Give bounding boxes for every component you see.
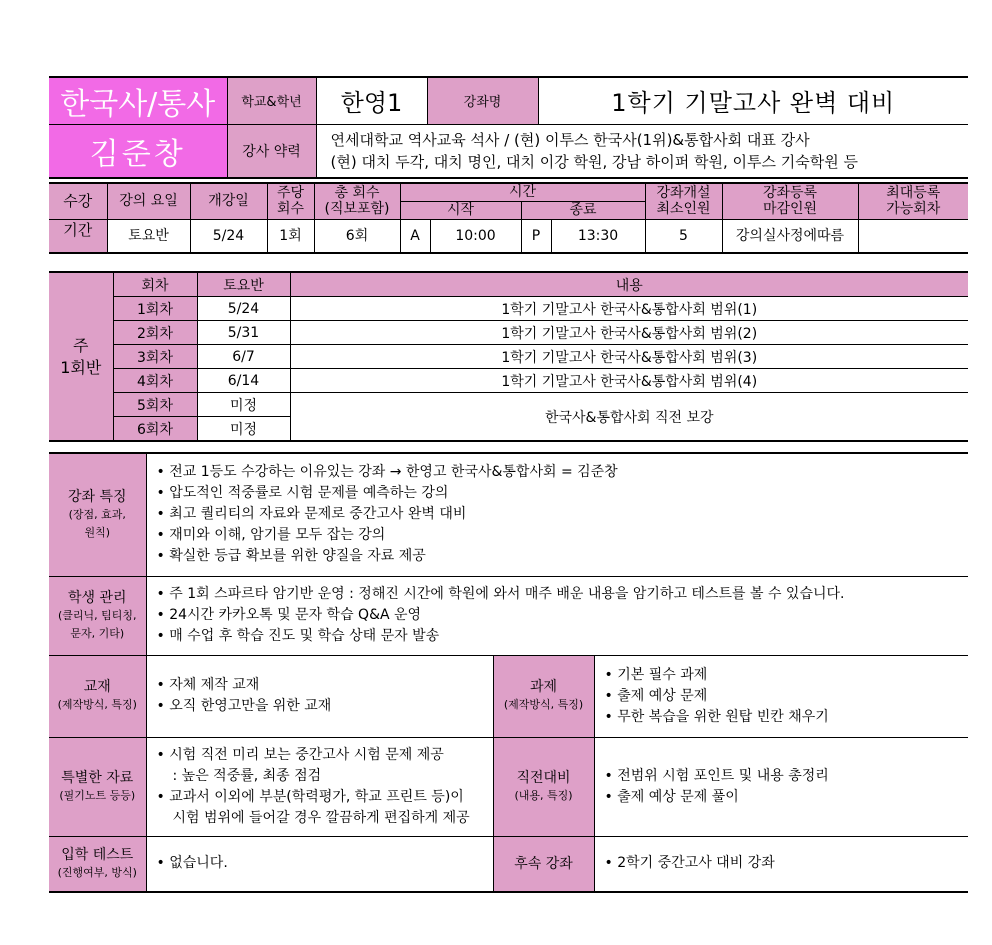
features-label-sub2: 원칙) (84, 525, 111, 539)
content-cell: 1학기 기말고사 한국사&통합사회 범위(1) (290, 297, 968, 321)
content-cell: 1학기 기말고사 한국사&통합사회 범위(2) (290, 321, 968, 345)
list-item: • 오직 한영고만을 위한 교재 (157, 696, 487, 717)
textbook-list (146, 655, 493, 737)
list-item: • 24시간 카카오톡 및 문자 학습 Q&A 운영 (157, 605, 963, 626)
special-label-main: 특별한 자료 (61, 769, 134, 786)
value-min-students: 5 (645, 219, 722, 253)
period-label-2: 기간 (49, 219, 107, 253)
school-grade-label: 학교&학년 (227, 77, 316, 124)
final-prep-list (594, 737, 968, 836)
value-max-sessions (858, 219, 968, 253)
session-cell: 2회차 (113, 321, 197, 345)
management-list (146, 576, 968, 655)
header-start-date: 개강일 (190, 183, 267, 219)
course-info-table (49, 452, 968, 893)
header-time-start: 시작 (400, 201, 521, 219)
header-day: 강의 요일 (107, 183, 190, 219)
session-cell: 3회차 (113, 345, 197, 369)
value-day: 토요반 (107, 219, 190, 253)
header-max-sessions-l1: 최대등록 (886, 185, 941, 202)
follow-up-list (594, 836, 968, 892)
session-cell: 4회차 (113, 369, 197, 393)
list-item: • 시험 직전 미리 보는 중간고사 시험 문제 제공 (157, 745, 487, 766)
follow-up-label-main: 후속 강좌 (514, 855, 573, 872)
homework-label-main: 과제 (529, 679, 558, 695)
final-prep-label (493, 737, 594, 836)
textbook-label-main: 교재 (83, 679, 111, 695)
weekly-header-session: 회차 (113, 272, 197, 297)
list-item: • 압도적인 적중률로 시험 문제를 예측하는 강의 (157, 483, 963, 504)
weekly-label-l1: 주 (73, 335, 89, 355)
header-reg-deadline-l1: 강좌등록 (762, 185, 818, 202)
list-item: • 교과서 이외에 부분(학력평가, 학교 프린트 등)이 (157, 787, 487, 808)
header-weekly-count-l2: 회수 (276, 201, 305, 218)
career-text (316, 124, 968, 178)
header-weekly-count (267, 183, 314, 219)
list-item: • 출제 예상 문제 풀이 (605, 787, 963, 808)
list-item: • 전범위 시험 포인트 및 내용 총정리 (605, 766, 963, 787)
course-header-table (49, 76, 968, 179)
value-reg-deadline: 강의실사정에따름 (722, 219, 858, 253)
header-min-students (645, 183, 722, 219)
list-item: • 매 수업 후 학습 진도 및 학습 상태 문자 발송 (157, 626, 963, 647)
date-cell: 5/31 (197, 321, 290, 345)
features-list (146, 453, 968, 576)
content-cell: 한국사&통합사회 직전 보강 (290, 393, 968, 442)
features-label-sub: (장점, 효과, (68, 507, 126, 521)
course-name-value: 1학기 기말고사 완벽 대비 (538, 77, 968, 124)
features-label-main: 강좌 특징 (67, 488, 127, 505)
header-max-sessions-l2: 가능회차 (886, 201, 941, 218)
list-item: • 자체 제작 교재 (157, 675, 487, 696)
table-row (49, 297, 968, 321)
value-start-date: 5/24 (190, 219, 267, 253)
career-line: 연세대학교 역사교육 석사 / (현) 이투스 한국사(1위)&통합사회 대표 강사 (330, 130, 810, 149)
special-list (146, 737, 493, 836)
table-row (49, 321, 968, 345)
header-time-end: 종료 (521, 201, 645, 219)
list-item-cont: 시험 범위에 들어갈 경우 깔끔하게 편집하게 제공 (172, 809, 470, 826)
weekly-header-content: 내용 (290, 272, 968, 297)
homework-label-sub: (제작방식, 특징) (503, 698, 584, 711)
content-cell: 1학기 기말고사 한국사&통합사회 범위(4) (290, 369, 968, 393)
period-label (49, 183, 107, 219)
list-item: • 무한 복습을 위한 원탑 빈칸 채우기 (605, 707, 963, 728)
school-grade-value: 한영1 (316, 77, 427, 124)
list-item: • 기본 필수 과제 (605, 665, 963, 686)
career-label: 강사 약력 (227, 124, 316, 178)
header-total-count-l1: 총 회수 (334, 185, 380, 202)
weekly-label (49, 272, 113, 441)
entrance-test-label-main: 입학 테스트 (61, 846, 134, 863)
management-label-sub: (클리닉, 팀티칭, (57, 608, 137, 622)
session-cell: 6회차 (113, 417, 197, 442)
header-reg-deadline (722, 183, 858, 219)
date-cell: 6/14 (197, 369, 290, 393)
session-cell: 5회차 (113, 393, 197, 417)
header-min-students-l2: 최소인원 (656, 201, 711, 218)
list-item: • 재미와 이해, 암기를 모두 잡는 강의 (157, 525, 963, 546)
list-item: • 2학기 중간고사 대비 강좌 (605, 853, 963, 874)
weekly-table (49, 271, 968, 442)
weekly-header-day: 토요반 (197, 272, 290, 297)
features-label (49, 453, 146, 576)
value-end-ampm: P (521, 219, 551, 253)
entrance-test-label-sub: (진행여부, 방식) (57, 865, 137, 879)
header-total-count (314, 183, 400, 219)
period-label-line: 수강 (63, 192, 93, 211)
follow-up-label (493, 836, 594, 892)
management-label-sub2: 문자, 기타) (70, 626, 125, 640)
table-row (49, 345, 968, 369)
list-item: • 최고 퀄리티의 자료와 문제로 중간고사 완벽 대비 (157, 504, 963, 525)
header-max-sessions (858, 183, 968, 219)
table-row (49, 393, 968, 417)
special-label (49, 737, 146, 836)
header-weekly-count-l1: 주당 (276, 185, 305, 202)
value-start-time: 10:00 (430, 219, 521, 253)
list-item: • 주 1회 스파르타 암기반 운영 : 정해진 시간에 학원에 와서 매주 배운 내용을 암기하고 테스트를 볼 수 있습니다. (157, 584, 963, 605)
homework-list (594, 655, 968, 737)
subject-title: 한국사/통사 (49, 77, 227, 124)
management-label-main: 학생 관리 (67, 589, 127, 606)
header-reg-deadline-l2: 마감인원 (762, 201, 818, 218)
value-end-time: 13:30 (551, 219, 645, 253)
special-label-sub: (필기노트 등등) (59, 788, 136, 802)
final-prep-label-sub: (내용, 특징) (514, 788, 573, 802)
schedule-table (49, 182, 968, 254)
session-cell: 1회차 (113, 297, 197, 321)
textbook-label-sub: (제작방식, 특징) (57, 698, 137, 711)
career-line: (현) 대치 두각, 대치 명인, 대치 이강 학원, 강남 하이퍼 학원, 이투스 기숙학원 등 (330, 152, 858, 171)
homework-label (493, 655, 594, 737)
date-cell: 미정 (197, 393, 290, 417)
value-total-count: 6회 (314, 219, 400, 253)
list-item: • 확실한 등급 확보를 위한 양질을 자료 제공 (157, 546, 963, 567)
entrance-test-label (49, 836, 146, 892)
header-min-students-l1: 강좌개설 (656, 185, 711, 202)
content-cell: 1학기 기말고사 한국사&통합사회 범위(3) (290, 345, 968, 369)
textbook-label (49, 655, 146, 737)
header-total-count-l2: (직보포함) (324, 201, 390, 218)
header-time: 시간 (400, 183, 645, 201)
list-item-cont: : 높은 적중률, 최종 점검 (172, 767, 322, 784)
management-label (49, 576, 146, 655)
entrance-test-list (146, 836, 493, 892)
date-cell: 미정 (197, 417, 290, 442)
list-item: • 출제 예상 문제 (605, 686, 963, 707)
table-row (49, 369, 968, 393)
date-cell: 5/24 (197, 297, 290, 321)
teacher-name: 김준창 (49, 124, 227, 178)
list-item: • 전교 1등도 수강하는 이유있는 강좌 → 한영고 한국사&통합사회 = 김준창 (157, 462, 963, 483)
weekly-label-l2: 1회반 (60, 357, 102, 377)
date-cell: 6/7 (197, 345, 290, 369)
final-prep-label-main: 직전대비 (516, 769, 571, 786)
course-name-label: 강좌명 (427, 77, 538, 124)
list-item: • 없습니다. (157, 853, 487, 874)
value-start-ampm: A (400, 219, 430, 253)
value-weekly-count: 1회 (267, 219, 314, 253)
